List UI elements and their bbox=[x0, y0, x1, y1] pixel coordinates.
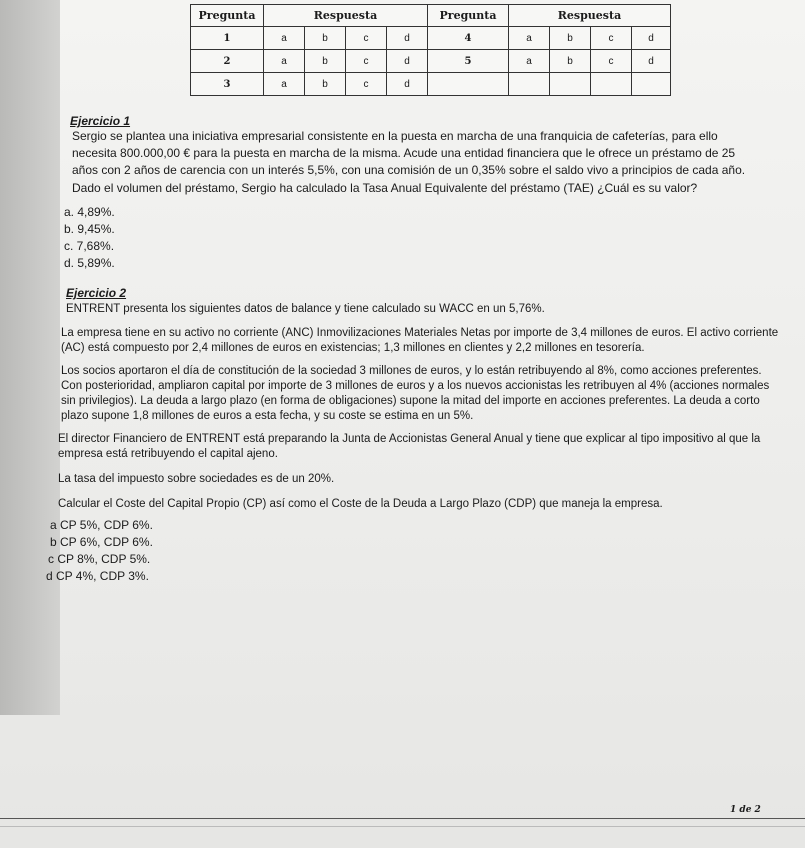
answer-cell[interactable] bbox=[509, 73, 550, 96]
exercise-1-text-line: Sergio se plantea una iniciativa empresarial consistente en la puesta en marcha de una franquicia de cafeterías, para ello bbox=[72, 129, 718, 143]
question-number: 3 bbox=[191, 73, 264, 96]
exercise-2-paragraph-line: Los socios aportaron el día de constitución de la sociedad 3 millones de euros, y lo están retribuyendo al 8%, como acciones preferentes. bbox=[61, 365, 762, 377]
exercise-2-paragraph-line: sin privilegios). La deuda a largo plazo (en forma de obligaciones) supone la mitad del importe en acciones preferentes. La deuda a corto bbox=[61, 395, 760, 407]
header-pregunta-2: Pregunta bbox=[428, 5, 509, 27]
answer-cell[interactable]: a bbox=[264, 27, 305, 50]
exercise-2-tax-rate: La tasa del impuesto sobre sociedades es de un 20%. bbox=[58, 473, 335, 485]
answer-cell[interactable]: d bbox=[632, 50, 671, 73]
exercise-1-option-a[interactable]: a. 4,89%. bbox=[64, 205, 115, 219]
exercise-2-paragraph-line: plazo supone 1,8 millones de euros a esta fecha, y su coste se estima en un 5%. bbox=[61, 410, 474, 422]
answer-cell[interactable]: b bbox=[305, 50, 346, 73]
answer-cell[interactable]: d bbox=[387, 27, 428, 50]
answer-table-header bbox=[191, 5, 671, 27]
exercise-1-option-d[interactable]: d. 5,89%. bbox=[64, 256, 115, 270]
answer-cell[interactable] bbox=[591, 73, 632, 96]
exercise-2-paragraph-line: empresa está retribuyendo el capital ajeno. bbox=[58, 448, 278, 460]
exercise-2-question: Calcular el Coste del Capital Propio (CP) así como el Coste de la Deuda a Largo Plazo (CDP) que maneja la empresa. bbox=[58, 498, 663, 510]
answer-cell[interactable] bbox=[550, 73, 591, 96]
shadow-strip bbox=[0, 0, 60, 715]
exercise-2-intro: ENTRENT presenta los siguientes datos de balance y tiene calculado su WACC en un 5,76%. bbox=[66, 303, 545, 315]
answer-cell[interactable]: a bbox=[264, 73, 305, 96]
exercise-2-option-c[interactable]: c CP 8%, CDP 5%. bbox=[48, 552, 151, 566]
exercise-2-paragraph-line: Con posterioridad, ampliaron capital por importe de 3 millones de euros y a los nuevos accionistas les retribuyen al 4% (acciones normales bbox=[61, 380, 770, 392]
answer-table bbox=[190, 4, 671, 96]
question-number: 2 bbox=[191, 50, 264, 73]
header-pregunta-1: Pregunta bbox=[191, 5, 264, 27]
footer-rule bbox=[0, 818, 805, 819]
exercise-1-option-b[interactable]: b. 9,45%. bbox=[64, 222, 115, 236]
table-row bbox=[191, 50, 671, 73]
question-number bbox=[428, 73, 509, 96]
answer-cell[interactable]: c bbox=[591, 27, 632, 50]
exercise-2-paragraph-line: El director Financiero de ENTRENT está preparando la Junta de Accionistas General Anual y tiene que explicar al tipo impositivo al que la bbox=[58, 433, 761, 445]
exercise-1-heading: Ejercicio 1 bbox=[70, 114, 131, 128]
answer-cell[interactable]: a bbox=[509, 27, 550, 50]
answer-cell[interactable]: a bbox=[264, 50, 305, 73]
exercise-1-option-c[interactable]: c. 7,68%. bbox=[64, 239, 115, 253]
exercise-2-paragraph-line: (AC) está compuesto por 2,4 millones de euros en existencias; 1,3 millones en clientes y 2,2 millones en tesorería. bbox=[61, 342, 645, 354]
question-number: 5 bbox=[428, 50, 509, 73]
answer-cell[interactable] bbox=[632, 73, 671, 96]
answer-cell[interactable]: c bbox=[346, 73, 387, 96]
answer-cell[interactable]: d bbox=[387, 73, 428, 96]
header-respuesta-1: Respuesta bbox=[264, 5, 428, 27]
answer-cell[interactable]: c bbox=[346, 27, 387, 50]
answer-cell[interactable]: b bbox=[305, 73, 346, 96]
exercise-1-text-line: años con 2 años de carencia con un interés 5,5%, con una comisión de un 0,35% sobre el saldo vivo a principios de cada año. bbox=[72, 163, 746, 177]
question-number: 4 bbox=[428, 27, 509, 50]
header-respuesta-2: Respuesta bbox=[509, 5, 671, 27]
exercise-2-paragraph-line: La empresa tiene en su activo no corriente (ANC) Inmovilizaciones Materiales Netas por importe de 3,4 millones de euros. El activo corriente bbox=[61, 327, 779, 339]
exercise-2-option-b[interactable]: b CP 6%, CDP 6%. bbox=[50, 535, 153, 549]
table-row bbox=[191, 27, 671, 50]
answer-cell[interactable]: b bbox=[550, 27, 591, 50]
table-row bbox=[191, 73, 671, 96]
answer-cell[interactable]: a bbox=[509, 50, 550, 73]
answer-cell[interactable]: c bbox=[346, 50, 387, 73]
exercise-2-heading: Ejercicio 2 bbox=[66, 286, 127, 300]
answer-cell[interactable]: d bbox=[632, 27, 671, 50]
answer-cell[interactable]: c bbox=[591, 50, 632, 73]
question-number: 1 bbox=[191, 27, 264, 50]
exercise-1-text-line: necesita 800.000,00 € para la puesta en marcha de la misma. Acude una entidad financiera que le ofrece un préstamo de 25 bbox=[72, 146, 736, 160]
exercise-1-text-line: Dado el volumen del préstamo, Sergio ha calculado la Tasa Anual Equivalente del préstamo (TAE) ¿Cuál es su valor? bbox=[72, 181, 698, 195]
footer-rule-secondary bbox=[0, 826, 805, 827]
answer-cell[interactable]: b bbox=[305, 27, 346, 50]
exercise-2-option-d[interactable]: d CP 4%, CDP 3%. bbox=[46, 569, 149, 583]
page-number: 1 de 2 bbox=[730, 805, 761, 815]
answer-cell[interactable]: d bbox=[387, 50, 428, 73]
exercise-2-option-a[interactable]: a CP 5%, CDP 6%. bbox=[50, 518, 153, 532]
answer-cell[interactable]: b bbox=[550, 50, 591, 73]
